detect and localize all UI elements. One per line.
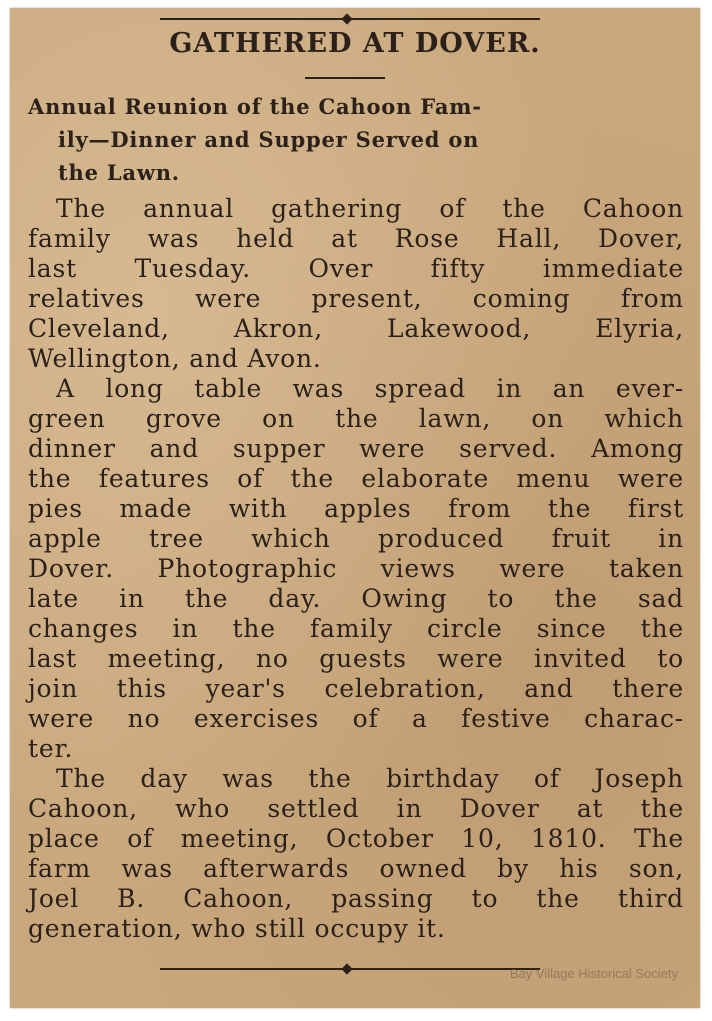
- text-line: Cleveland, Akron, Lakewood, Elyria,: [28, 314, 684, 343]
- text-line: pies made with apples from the first: [28, 494, 684, 523]
- headline-divider: [305, 77, 385, 79]
- text-line: Dover. Photographic views were taken: [28, 554, 684, 583]
- subhead-line: ily—Dinner and Supper Served on: [58, 127, 480, 152]
- subhead-line: Annual Reunion of the Cahoon Fam-: [28, 94, 482, 119]
- text-line: changes in the family circle since the: [28, 614, 684, 643]
- text-line: place of meeting, October 10, 1810. The: [28, 824, 684, 853]
- text-line: Cahoon, who settled in Dover at the: [28, 794, 684, 823]
- text-line: apple tree which produced fruit in: [28, 524, 684, 553]
- text-line: relatives were present, coming from: [28, 284, 684, 313]
- text-line: the features of the elaborate menu were: [28, 464, 684, 493]
- text-line: late in the day. Owing to the sad: [28, 584, 684, 613]
- text-line: The annual gathering of the Cahoon: [56, 194, 684, 223]
- text-line: ter.: [28, 734, 74, 763]
- newspaper-clipping: [10, 8, 700, 1008]
- text-line: family was held at Rose Hall, Dover,: [28, 224, 684, 253]
- paragraph-2: [28, 374, 684, 764]
- text-line: dinner and supper were served. Among: [28, 434, 684, 463]
- watermark: Bay Village Historical Society: [509, 966, 678, 981]
- text-line: join this year's celebration, and there: [28, 674, 684, 703]
- text-line: green grove on the lawn, on which: [28, 404, 684, 433]
- text-line: Wellington, and Avon.: [28, 344, 322, 373]
- text-line: generation, who still occupy it.: [28, 914, 446, 943]
- top-ornament-rule: [160, 18, 540, 20]
- text-line: were no exercises of a festive charac-: [28, 704, 684, 733]
- bottom-ornament-rule: [160, 968, 540, 970]
- text-line: farm was afterwards owned by his son,: [28, 854, 684, 883]
- paragraph-3: [28, 764, 684, 944]
- subheadline: [28, 90, 678, 189]
- subhead-line: the Lawn.: [58, 160, 180, 185]
- article-body: [28, 194, 684, 944]
- headline: GATHERED AT DOVER.: [169, 28, 541, 59]
- text-line: last meeting, no guests were invited to: [28, 644, 684, 673]
- text-line: The day was the birthday of Joseph: [56, 764, 684, 793]
- text-line: A long table was spread in an ever-: [56, 374, 684, 403]
- text-line: Joel B. Cahoon, passing to the third: [28, 884, 684, 913]
- text-line: last Tuesday. Over fifty immediate: [28, 254, 684, 283]
- paragraph-1: [28, 194, 684, 374]
